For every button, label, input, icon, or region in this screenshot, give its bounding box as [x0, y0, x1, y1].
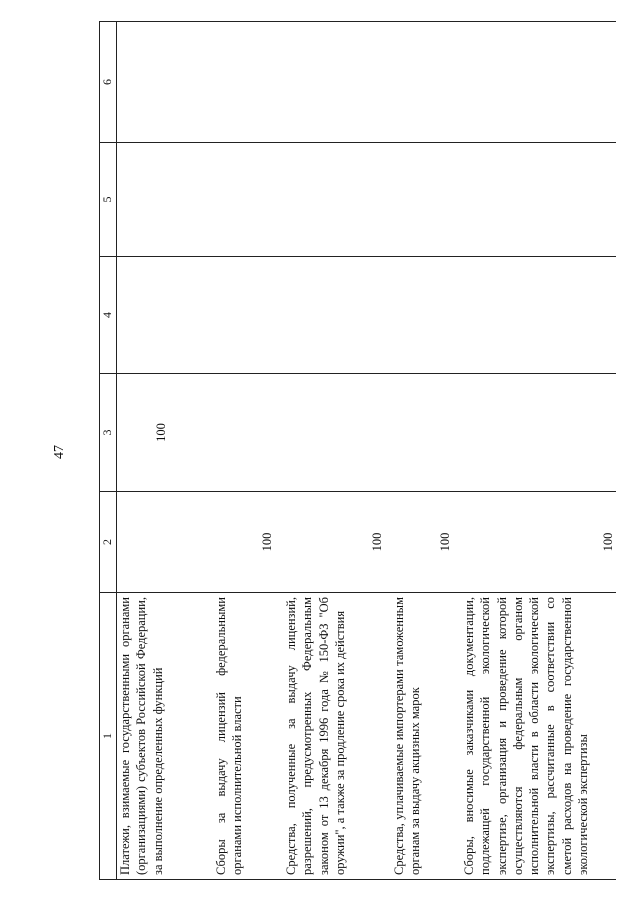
header-col-6: 6 — [100, 22, 117, 143]
row-col5-value — [453, 143, 616, 257]
row-description: Средства, уплачиваемые импортерами таможенным органам за выдачу акцизных марок — [385, 593, 453, 880]
header-row — [100, 22, 117, 880]
row-description: Платежи, взимаемые государственными органами (организациями) субъектов Российской Федерации, за выполнение определенных функций — [117, 593, 206, 880]
row-col2-value — [117, 492, 206, 593]
row-col5-value — [205, 143, 275, 257]
table-row — [385, 22, 453, 880]
header-col-2: 2 — [100, 492, 117, 593]
row-col6-value — [453, 22, 616, 143]
row-col5-value — [117, 143, 206, 257]
table-row — [275, 22, 385, 880]
row-col6-value — [275, 22, 385, 143]
row-col4-value — [453, 257, 616, 374]
row-col3-value — [453, 374, 616, 492]
header-col-3: 3 — [100, 374, 117, 492]
rotated-table-container — [99, 22, 625, 880]
row-col3-value — [275, 374, 385, 492]
row-col3-value — [205, 374, 275, 492]
page-number: 47 — [52, 445, 67, 459]
row-col4-value — [117, 257, 206, 374]
table-row — [453, 22, 616, 880]
row-col6-value — [205, 22, 275, 143]
row-description: Сборы за выдачу лицензий федеральными органами исполнительной власти — [205, 593, 275, 880]
row-col4-value — [275, 257, 385, 374]
row-col2-value: 100 — [205, 492, 275, 593]
row-col6-value — [117, 22, 206, 143]
row-description: Сборы, вносимые заказчиками документации, подлежащей государственной экологической экспертизе, организация и проведение которой осуществляются федеральным органом исполнительной власти в области экологической экспертизы, рассчитанные в соответствии со сметой расходов на проведение государственной экологической экспертизы — [453, 593, 616, 880]
row-col3-value: 100 — [117, 374, 206, 492]
row-description: Средства, полученные за выдачу лицензий, разрешений, предусмотренных Федеральным законом от 13 декабря 1996 года № 150-ФЗ "Об оружии", а также за продление срока их действия — [275, 593, 385, 880]
row-col4-value — [205, 257, 275, 374]
header-col-4: 4 — [100, 257, 117, 374]
header-col-1: 1 — [100, 593, 117, 880]
header-col-5: 5 — [100, 143, 117, 257]
revenue-table — [99, 21, 616, 880]
row-col5-value — [385, 143, 453, 257]
row-col2-value: 100 — [453, 492, 616, 593]
table-row — [117, 22, 206, 880]
row-col6-value — [385, 22, 453, 143]
row-col4-value — [385, 257, 453, 374]
row-col2-value: 100 — [275, 492, 385, 593]
row-col5-value — [275, 143, 385, 257]
table-row — [205, 22, 275, 880]
row-col3-value — [385, 374, 453, 492]
row-col2-value: 100 — [385, 492, 453, 593]
